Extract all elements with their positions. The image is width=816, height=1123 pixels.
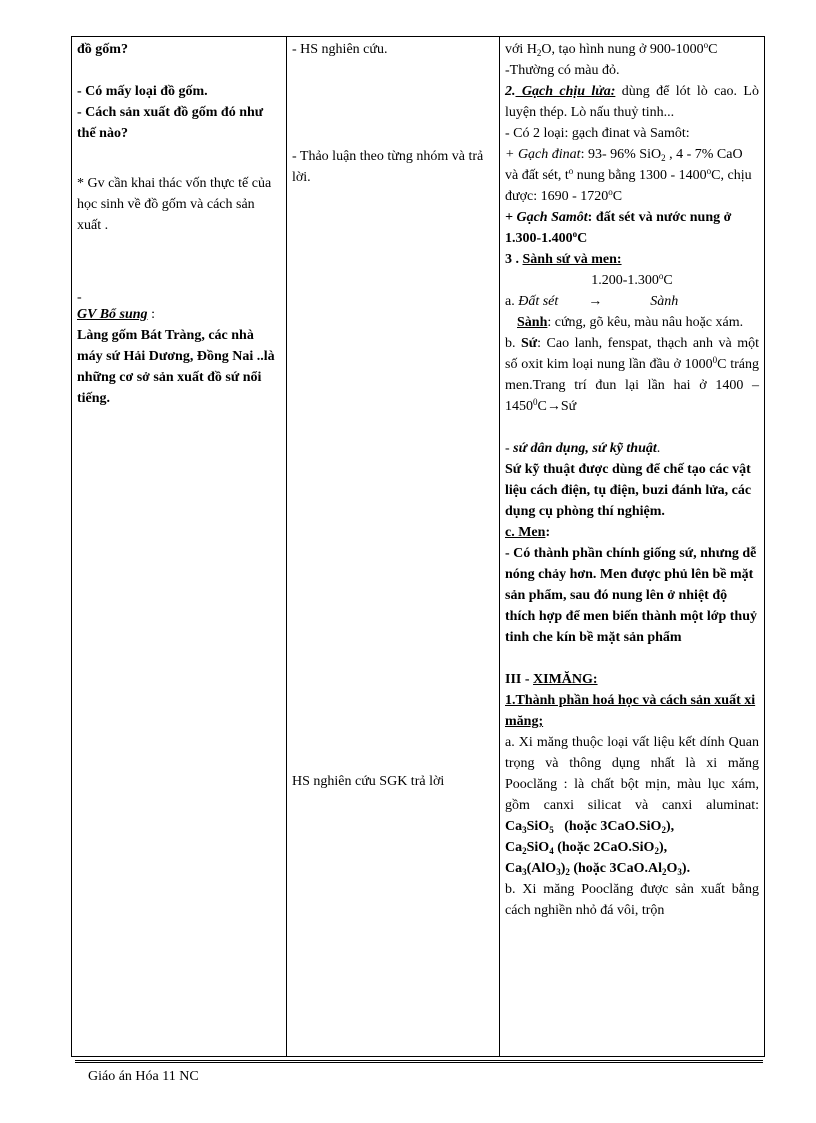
teacher-activity-cell: [72, 37, 287, 1057]
two-types-text: - Có 2 loại: gạch đinat và Samôt:: [505, 126, 690, 141]
portland-production-text: b. Xi măng Pooclăng được sản xuất bằng cách nghiền nhỏ đá vôi, trộn: [505, 882, 759, 918]
usually-red-text: -Thường có màu đỏ.: [505, 63, 620, 78]
glaze-text: - Có thành phần chính giống sứ, nhưng dễ nóng chảy hơn. Men được phủ lên bề mặt sản phẩm, sau đó nung lên ở nhiệt độ thích hợp để men biến thành một lớp thuỷ tinh che kín bề mặt sản phẩm: [505, 546, 758, 645]
clay-firing-text: với $H_2O$, tạo hình nung ở 900-1000$^o$C: [505, 40, 718, 58]
student-research: - HS nghiên cứu.: [292, 42, 388, 57]
question-pottery: đồ gốm?: [77, 42, 128, 57]
content-cell: [500, 37, 765, 1057]
footer-divider: [75, 1060, 763, 1063]
clay-to-stoneware: a. Đất sét → Sành: [505, 294, 679, 309]
teacher-supplement-heading: GV Bổ sung :: [77, 307, 155, 322]
student-discussion: - Thảo luận theo từng nhóm và trả lời.: [292, 149, 484, 185]
tricalcium-aluminate-formula: $Ca_3(AlO_3)_2$ (hoặc $3CaO.Al_2O_3$).: [505, 861, 691, 877]
cement-subheading: 1.Thành phần hoá học và cách sản xuất xi măng;: [505, 693, 756, 729]
dinas-brick-text: + Gạch đinat: 93- 96% SiO$_2$ , 4 - 7% CaO và đất sét, $t^o$ nung bằng 1300 - 1400$^o$C, chịu được: 1690 - 1720$^o$C: [505, 147, 752, 204]
refractory-brick-title: Gạch chịu lửa:: [515, 84, 616, 99]
stoneware-text: Sành: cứng, gõ kêu, màu nâu hoặc xám.: [517, 315, 744, 330]
dicalcium-silicate-formula: $Ca_2SiO_4$ (hoặc 2CaO.SiO$_2$),: [505, 840, 668, 856]
porcelain-text: b. Sứ: Cao lanh, fenspat, thạch anh và một số oxit kim loại nung lần đầu ở 1000$^0$C tráng men.Trang trí đun lại lần hai ở $1400 - 1450^0C\to Sứ$: [505, 336, 760, 414]
footer-text: Giáo án Hóa 11 NC: [88, 1069, 199, 1084]
table-row: [72, 37, 765, 1057]
firing-temperature: 1.200-1.300$^o$C: [591, 271, 673, 288]
technical-porcelain-text: Sứ kỹ thuật được dùng để chế tạo các vật liệu cách điện, tụ điện, buzi đánh lửa, các dụng cụ phòng thí nghiệm.: [505, 462, 752, 519]
porcelain-types-heading: - sứ dân dụng, sứ kỹ thuật.: [505, 441, 661, 456]
refractory-brick-section: 2. Gạch chịu lửa: dùng để lót lò cao. Lò luyện thép. Lò nấu thuỷ tinh...: [505, 84, 759, 120]
question-types: - Có mấy loại đồ gốm.: [77, 84, 208, 99]
cement-heading: III - XIMĂNG:: [505, 672, 598, 687]
question-production: - Cách sản xuất đồ gốm đó như thế nào?: [77, 105, 264, 141]
chamotte-brick-text: + Gạch Samôt: đất sét và nước nung ở 1.300-1.400$^o$C: [505, 210, 732, 246]
teacher-note: * Gv cần khai thác vốn thực tế của học sinh về đồ gốm và cách sản xuất .: [77, 176, 272, 233]
portland-cement-text: a. Xi măng thuộc loại vất liệu kết dính Quan trọng và thông dụng nhất là xi măng Pooclăng : là chất bột mịn, màu lục xám, gồm canxi silicat và canxi aluminat: $Ca_3SiO_5$ (hoặc 3CaO.SiO$_2$),: [505, 735, 759, 835]
dash-marker: -: [77, 290, 82, 305]
student-sgk-answer: HS nghiên cứu SGK trả lời: [292, 774, 445, 789]
arrow-icon: →: [588, 294, 603, 309]
student-activity-cell: [287, 37, 500, 1057]
glaze-heading: c. Men:: [505, 525, 551, 540]
teacher-supplement-label: GV Bổ sung: [77, 307, 148, 322]
lesson-table: [71, 36, 765, 1057]
ceramics-heading: 3 . Sành sứ và men:: [505, 252, 622, 267]
teacher-supplement-text: Làng gốm Bát Tràng, các nhà máy sứ Hải Dương, Đồng Nai ..là những cơ sở sản xuất đồ sứ nổi tiếng.: [77, 328, 275, 406]
